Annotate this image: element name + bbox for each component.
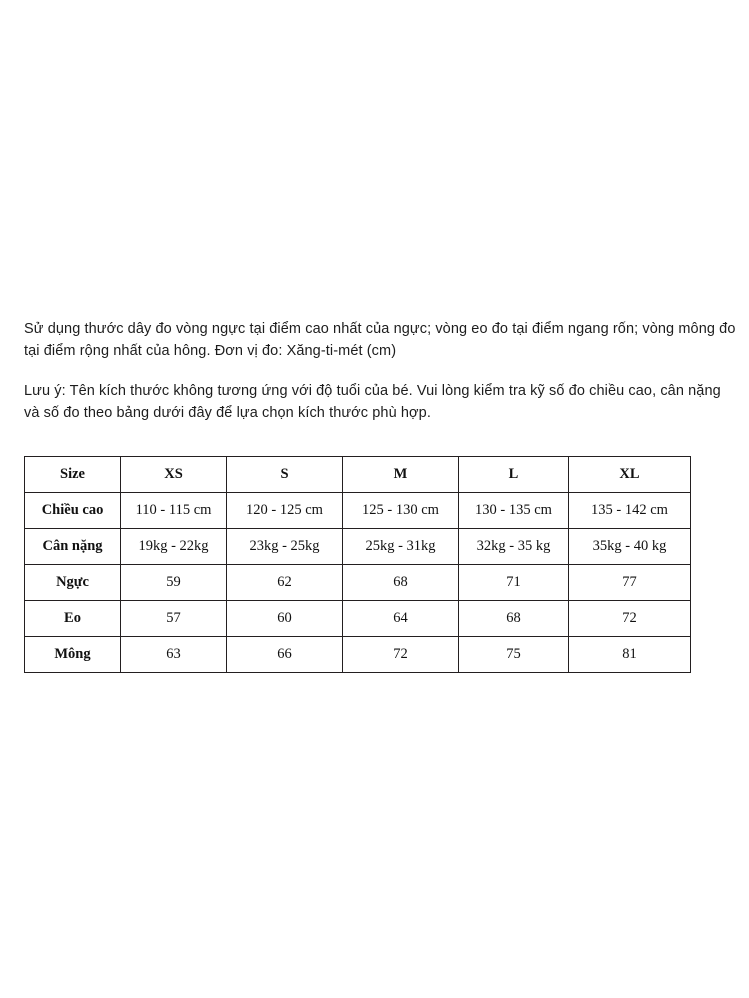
size-chart-table-wrapper	[24, 456, 690, 673]
cell-weight-s: 23kg - 25kg	[227, 529, 343, 565]
cell-waist-xs: 57	[121, 601, 227, 637]
row-label-weight: Cân nặng	[25, 529, 121, 565]
table-header-cell-size: Size	[25, 457, 121, 493]
table-header-cell-xl: XL	[569, 457, 691, 493]
cell-height-s: 120 - 125 cm	[227, 493, 343, 529]
cell-height-xs: 110 - 115 cm	[121, 493, 227, 529]
cell-weight-m: 25kg - 31kg	[343, 529, 459, 565]
table-row	[25, 601, 691, 637]
table-header-cell-m: M	[343, 457, 459, 493]
table-header-cell-xs: XS	[121, 457, 227, 493]
table-header-row	[25, 457, 691, 493]
size-chart-table	[24, 456, 691, 673]
table-row	[25, 565, 691, 601]
row-label-waist: Eo	[25, 601, 121, 637]
cell-chest-m: 68	[343, 565, 459, 601]
sizing-note-paragraph: Lưu ý: Tên kích thước không tương ứng với độ tuổi của bé. Vui lòng kiểm tra kỹ số đo chiều cao, cân nặng và số đo theo bảng dưới đây để lựa chọn kích thước phù hợp.	[24, 383, 721, 421]
cell-hip-s: 66	[227, 637, 343, 673]
measurement-instructions-paragraph: Sử dụng thước dây đo vòng ngực tại điểm cao nhất của ngực; vòng eo đo tại điểm ngang rốn; vòng mông đo tại điểm rộng nhất của hông. Đơn vị đo: Xăng-ti-mét (cm)	[24, 321, 736, 359]
cell-weight-l: 32kg - 35 kg	[459, 529, 569, 565]
cell-waist-m: 64	[343, 601, 459, 637]
intro-text-block	[24, 318, 736, 424]
row-label-hip: Mông	[25, 637, 121, 673]
cell-weight-xl: 35kg - 40 kg	[569, 529, 691, 565]
cell-hip-l: 75	[459, 637, 569, 673]
cell-waist-xl: 72	[569, 601, 691, 637]
cell-chest-xl: 77	[569, 565, 691, 601]
cell-chest-l: 71	[459, 565, 569, 601]
cell-height-l: 130 - 135 cm	[459, 493, 569, 529]
cell-weight-xs: 19kg - 22kg	[121, 529, 227, 565]
table-header-cell-s: S	[227, 457, 343, 493]
cell-chest-xs: 59	[121, 565, 227, 601]
cell-height-m: 125 - 130 cm	[343, 493, 459, 529]
cell-hip-xl: 81	[569, 637, 691, 673]
table-row	[25, 493, 691, 529]
cell-chest-s: 62	[227, 565, 343, 601]
row-label-height: Chiều cao	[25, 493, 121, 529]
table-row	[25, 637, 691, 673]
row-label-chest: Ngực	[25, 565, 121, 601]
cell-waist-s: 60	[227, 601, 343, 637]
cell-hip-m: 72	[343, 637, 459, 673]
cell-hip-xs: 63	[121, 637, 227, 673]
table-header-cell-l: L	[459, 457, 569, 493]
cell-height-xl: 135 - 142 cm	[569, 493, 691, 529]
table-row	[25, 529, 691, 565]
cell-waist-l: 68	[459, 601, 569, 637]
